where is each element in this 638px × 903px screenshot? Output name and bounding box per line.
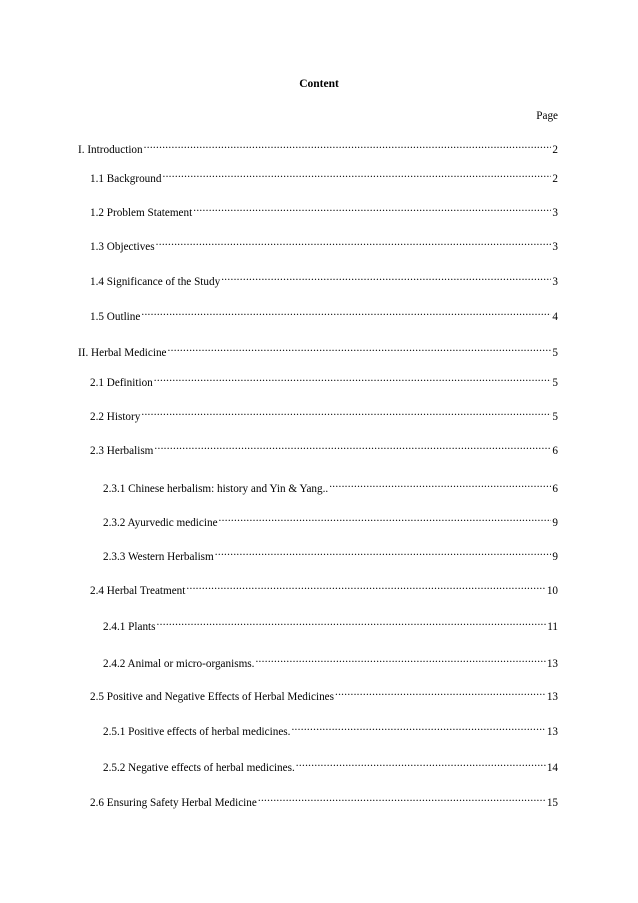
toc-entry-page: 5	[552, 411, 558, 423]
dot-leader	[141, 304, 551, 320]
toc-entry-label: II. Herbal Medicine	[78, 347, 167, 359]
toc-entry[interactable]	[103, 755, 558, 774]
toc-entry[interactable]	[90, 304, 558, 323]
dot-leader	[186, 578, 545, 594]
dot-leader	[215, 544, 552, 560]
toc-entry[interactable]	[90, 234, 558, 253]
toc-entry[interactable]	[90, 370, 558, 389]
toc-entry[interactable]	[103, 614, 558, 633]
toc-entry-page: 6	[552, 483, 558, 495]
dot-leader	[335, 684, 546, 700]
dot-leader	[162, 166, 551, 182]
toc-entry-page: 5	[552, 377, 558, 389]
toc-entry[interactable]	[90, 269, 558, 288]
toc-entry-label: 2.6 Ensuring Safety Herbal Medicine	[90, 797, 257, 809]
dot-leader	[156, 234, 552, 250]
toc-entry-label: 2.5.1 Positive effects of herbal medicines.	[103, 726, 291, 738]
toc-entry[interactable]	[90, 684, 558, 703]
toc-entry-label: 2.5 Positive and Negative Effects of Herbal Medicines	[90, 691, 334, 703]
toc-entry[interactable]	[103, 510, 558, 529]
toc-entry[interactable]	[90, 438, 558, 457]
toc-entry-label: 2.3.3 Western Herbalism	[103, 551, 214, 563]
toc-entry-label: 2.3.2 Ayurvedic medicine	[103, 517, 218, 529]
toc-entry[interactable]	[78, 137, 558, 156]
dot-leader	[154, 438, 551, 454]
toc-entry-label: 1.5 Outline	[90, 311, 141, 323]
toc-entry-page: 15	[546, 797, 558, 809]
toc-entry-page: 3	[552, 241, 558, 253]
toc-entry-page: 11	[547, 621, 558, 633]
toc-entry-page: 14	[546, 762, 558, 774]
page-column-label: Page	[536, 110, 558, 122]
toc-entry-label: 2.3 Herbalism	[90, 445, 154, 457]
dot-leader	[144, 137, 552, 153]
toc-entry-label: 2.4.2 Animal or micro-organisms.	[103, 658, 255, 670]
toc-entry-label: 2.2 History	[90, 411, 141, 423]
toc-entry-label: 2.3.1 Chinese herbalism: history and Yin & Yang..	[103, 483, 329, 495]
toc-entry-page: 10	[546, 585, 558, 597]
toc-entry-page: 4	[552, 311, 558, 323]
toc-entry[interactable]	[103, 544, 558, 563]
dot-leader	[157, 614, 547, 630]
toc-entry-label: 1.1 Background	[90, 173, 162, 185]
toc-entry-label: 2.1 Definition	[90, 377, 153, 389]
toc-entry-page: 13	[546, 691, 558, 703]
toc-entry[interactable]	[103, 476, 558, 495]
toc-entry-label: I. Introduction	[78, 144, 143, 156]
toc-entry-page: 9	[552, 517, 558, 529]
toc-entry-page: 9	[552, 551, 558, 563]
toc-title: Content	[299, 78, 339, 90]
toc-entry[interactable]	[90, 166, 558, 185]
dot-leader	[168, 340, 552, 356]
toc-entry-label: 2.5.2 Negative effects of herbal medicines.	[103, 762, 295, 774]
toc-entry-label: 1.3 Objectives	[90, 241, 155, 253]
toc-entry[interactable]	[90, 578, 558, 597]
dot-leader	[193, 200, 551, 216]
toc-entry-page: 13	[546, 658, 558, 670]
toc-entry-page: 3	[552, 207, 558, 219]
toc-entry[interactable]	[90, 200, 558, 219]
toc-entry-page: 13	[546, 726, 558, 738]
dot-leader	[219, 510, 552, 526]
dot-leader	[221, 269, 551, 285]
toc-entry[interactable]	[103, 651, 558, 670]
dot-leader	[258, 790, 546, 806]
toc-entry-page: 6	[552, 445, 558, 457]
dot-leader	[255, 651, 545, 667]
dot-leader	[296, 755, 546, 771]
dot-leader	[154, 370, 552, 386]
toc-entry[interactable]	[90, 790, 558, 809]
toc-entry-label: 1.4 Significance of the Study	[90, 276, 221, 288]
dot-leader	[291, 719, 545, 735]
dot-leader	[329, 476, 551, 492]
toc-entry-page: 3	[552, 276, 558, 288]
toc-entry-page: 5	[552, 347, 558, 359]
toc-entry-label: 2.4.1 Plants	[103, 621, 156, 633]
toc-entry[interactable]	[78, 340, 558, 359]
toc-entry-label: 1.2 Problem Statement	[90, 207, 193, 219]
toc-entry-label: 2.4 Herbal Treatment	[90, 585, 186, 597]
toc-entry-page: 2	[552, 173, 558, 185]
toc-entry-page: 2	[552, 144, 558, 156]
toc-entry[interactable]	[103, 719, 558, 738]
toc-entry[interactable]	[90, 404, 558, 423]
dot-leader	[141, 404, 551, 420]
